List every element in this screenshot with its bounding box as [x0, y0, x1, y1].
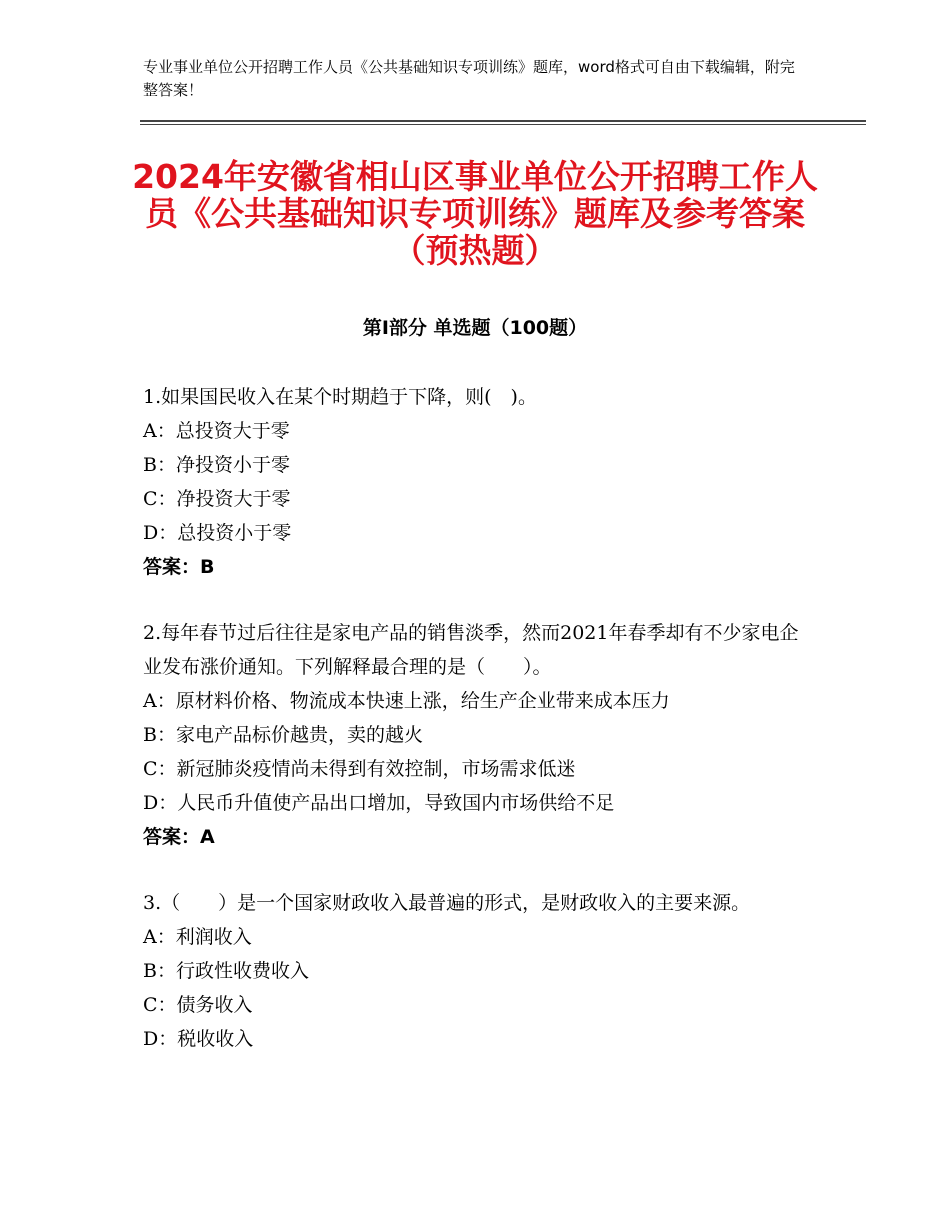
question-option: D：人民币升值使产品出口增加，导致国内市场供给不足	[143, 792, 615, 814]
question-option: A：原材料价格、物流成本快速上涨，给生产企业带来成本压力	[143, 690, 670, 712]
question-option: A：利润收入	[143, 926, 252, 948]
question-option: C：新冠肺炎疫情尚未得到有效控制，市场需求低迷	[143, 758, 576, 780]
question-answer: 答案：A	[143, 826, 215, 848]
question-answer: 答案：B	[143, 556, 215, 578]
header-divider	[140, 120, 866, 125]
question-option: B：行政性收费收入	[143, 960, 309, 982]
question-stem: 1.如果国民收入在某个时期趋于下降，则( )。	[143, 386, 537, 408]
question-stem: 2.每年春节过后往往是家电产品的销售淡季，然而2021年春季却有不少家电企业发布涨价通知。下列解释最合理的是（ ）。	[143, 622, 799, 678]
question-item	[143, 886, 808, 1056]
question-option: B：净投资小于零	[143, 454, 290, 476]
question-option: C：净投资大于零	[143, 488, 291, 510]
question-item	[143, 616, 808, 854]
document-title: 2024年安徽省相山区事业单位公开招聘工作人员《公共基础知识专项训练》题库及参考答案（预热题）	[132, 157, 818, 270]
question-item	[143, 380, 808, 584]
question-option: B：家电产品标价越贵，卖的越火	[143, 724, 423, 746]
question-stem: 3.（ ）是一个国家财政收入最普遍的形式，是财政收入的主要来源。	[143, 892, 751, 914]
section-heading: 第Ⅰ部分 单选题（100题）	[362, 317, 588, 339]
question-option: D：税收收入	[143, 1028, 254, 1050]
question-option: C：债务收入	[143, 994, 253, 1016]
question-option: A：总投资大于零	[143, 420, 290, 442]
question-list	[143, 380, 808, 1088]
header-note: 专业事业单位公开招聘工作人员《公共基础知识专项训练》题库，word格式可自由下载编辑，附完整答案！	[143, 58, 795, 99]
question-option: D：总投资小于零	[143, 522, 292, 544]
